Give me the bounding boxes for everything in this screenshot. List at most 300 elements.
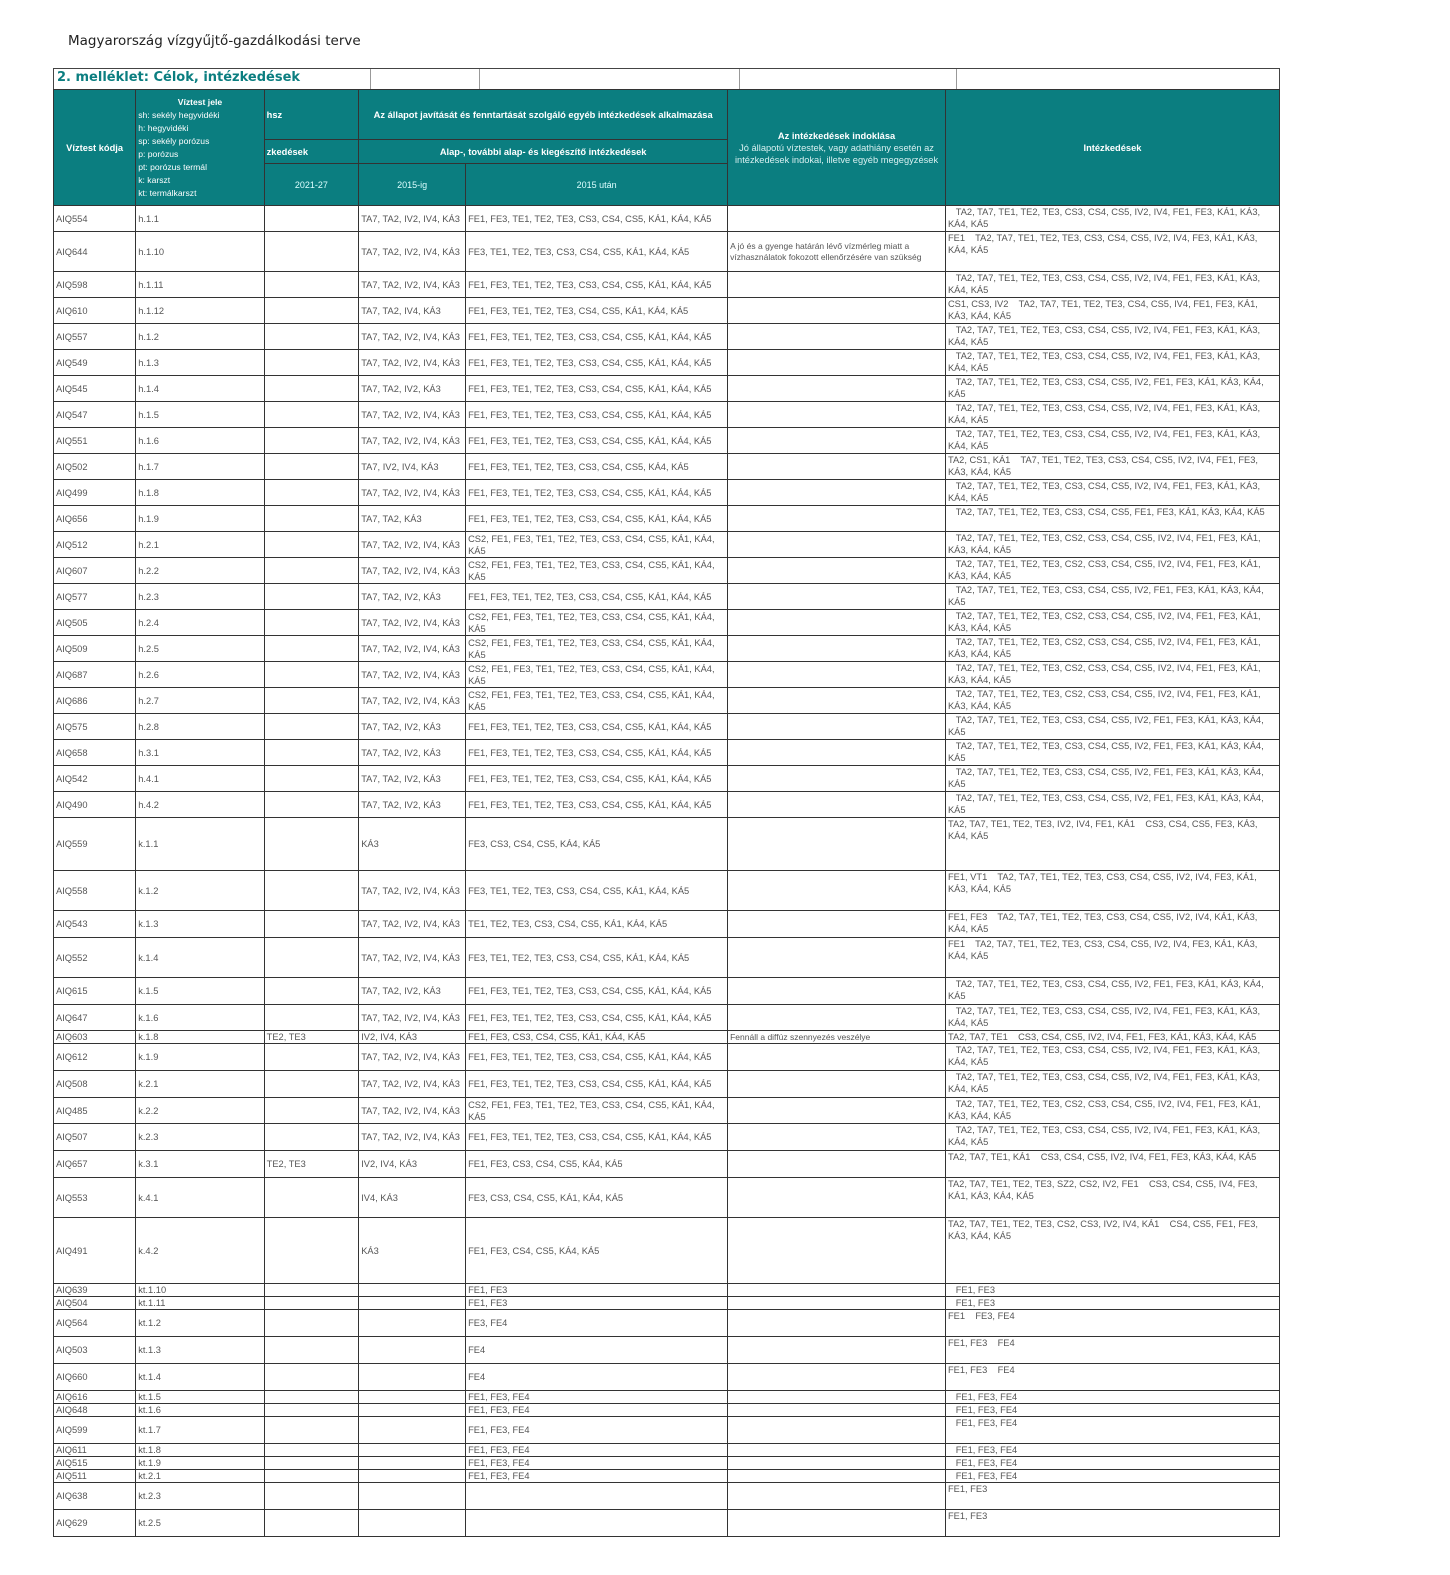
- cell-sign: h.2.6: [136, 662, 264, 688]
- cell-code: AIQ515: [54, 1457, 136, 1470]
- cell-reason: [728, 911, 946, 938]
- table-row: [54, 402, 1280, 428]
- cell-sign: h.1.10: [136, 232, 264, 272]
- cell-2021: [264, 584, 359, 610]
- table-row: [54, 206, 1280, 232]
- cell-2015-after: FE1, FE3, TE1, TE2, TE3, CS3, CS4, CS5, KÁ1, KÁ4, KÁ5: [466, 428, 728, 454]
- cell-measures: TA2, TA7, TE1, TE2, TE3, CS2, CS3, CS4, CS5, IV2, IV4, FE1, FE3, KÁ1, KÁ3, KÁ4, KÁ5: [945, 662, 1279, 688]
- cell-measures: FE1, FE3, FE4: [945, 1404, 1279, 1417]
- cell-2015-before: [359, 1470, 466, 1483]
- legend-line: h: hegyvidéki: [138, 122, 189, 133]
- cell-sign: k.1.2: [136, 871, 264, 911]
- cell-code: AIQ644: [54, 232, 136, 272]
- cell-code: AIQ687: [54, 662, 136, 688]
- cell-sign: h.1.3: [136, 350, 264, 376]
- header-reason-title: Az intézkedések indoklása: [777, 130, 896, 141]
- cell-code: AIQ552: [54, 938, 136, 978]
- cell-2015-before: TA7, TA2, IV2, IV4, KÁ3: [359, 206, 466, 232]
- legend-line: kt: termálkarszt: [138, 187, 197, 198]
- measures-table: [53, 89, 1280, 1537]
- cell-sign: h.4.2: [136, 792, 264, 818]
- cell-reason: [728, 402, 946, 428]
- cell-2015-before: TA7, IV2, IV4, KÁ3: [359, 454, 466, 480]
- cell-2015-after: FE1, FE3, TE1, TE2, TE3, CS3, CS4, CS5, KÁ1, KÁ4, KÁ5: [466, 402, 728, 428]
- cell-2021: [264, 792, 359, 818]
- cell-2015-after: CS2, FE1, FE3, TE1, TE2, TE3, CS3, CS4, CS5, KÁ1, KÁ4, KÁ5: [466, 558, 728, 584]
- cell-code: AIQ545: [54, 376, 136, 402]
- cell-code: AIQ610: [54, 298, 136, 324]
- cell-reason: [728, 766, 946, 792]
- cell-2021: [264, 911, 359, 938]
- table-row: [54, 1297, 1280, 1310]
- annex-blank-cell: [957, 69, 1279, 89]
- cell-2021: [264, 1337, 359, 1364]
- cell-reason: [728, 1391, 946, 1404]
- cell-2021: [264, 1417, 359, 1444]
- header-basic-measures: Alap-, további alap- és kiegészítő intézkedések: [359, 140, 728, 164]
- cell-2021: [264, 818, 359, 871]
- cell-2015-before: [359, 1337, 466, 1364]
- cell-reason: [728, 1510, 946, 1537]
- cell-2015-after: FE1, FE3, FE4: [466, 1391, 728, 1404]
- cell-2015-after: FE1, FE3, TE1, TE2, TE3, CS3, CS4, CS5, KÁ1, KÁ4, KÁ5: [466, 1124, 728, 1151]
- cell-measures: FE1 TA2, TA7, TE1, TE2, TE3, CS3, CS4, CS5, IV2, IV4, FE3, KÁ1, KÁ3, KÁ4, KÁ5: [945, 938, 1279, 978]
- table-row: [54, 938, 1280, 978]
- cell-sign: h.2.1: [136, 532, 264, 558]
- cell-sign: kt.1.10: [136, 1284, 264, 1297]
- cell-2015-before: [359, 1310, 466, 1337]
- cell-2015-after: FE1, FE3, TE1, TE2, TE3, CS3, CS4, CS5, KÁ1, KÁ4, KÁ5: [466, 324, 728, 350]
- cell-reason: [728, 1005, 946, 1031]
- cell-2015-before: TA7, TA2, IV2, IV4, KÁ3: [359, 350, 466, 376]
- cell-measures: TA2, TA7, TE1, TE2, TE3, CS3, CS4, CS5, IV2, IV4, FE1, FE3, KÁ1, KÁ3, KÁ4, KÁ5: [945, 350, 1279, 376]
- table-row: [54, 688, 1280, 714]
- cell-2015-before: [359, 1483, 466, 1510]
- cell-2015-after: CS2, FE1, FE3, TE1, TE2, TE3, CS3, CS4, CS5, KÁ1, KÁ4, KÁ5: [466, 636, 728, 662]
- cell-measures: FE1, FE3: [945, 1284, 1279, 1297]
- table-row: [54, 1444, 1280, 1457]
- cell-reason: [728, 272, 946, 298]
- cell-2015-after: FE1, FE3, TE1, TE2, TE3, CS3, CS4, CS5, KÁ1, KÁ4, KÁ5: [466, 766, 728, 792]
- cell-sign: k.1.9: [136, 1044, 264, 1071]
- table-row: [54, 584, 1280, 610]
- cell-2015-after: FE3, CS3, CS4, CS5, KÁ4, KÁ5: [466, 818, 728, 871]
- cell-code: AIQ607: [54, 558, 136, 584]
- cell-2015-before: TA7, TA2, IV2, IV4, KÁ3: [359, 688, 466, 714]
- cell-2015-after: FE1, FE3, CS3, CS4, CS5, KÁ1, KÁ4, KÁ5: [466, 1031, 728, 1044]
- cell-2015-before: TA7, TA2, IV2, IV4, KÁ3: [359, 428, 466, 454]
- cell-2021: [264, 1444, 359, 1457]
- cell-reason: [728, 978, 946, 1005]
- legend-line: p: porózus: [138, 148, 179, 159]
- cell-sign: h.1.1: [136, 206, 264, 232]
- cell-2015-after: FE1, FE3, TE1, TE2, TE3, CS3, CS4, CS5, KÁ1, KÁ4, KÁ5: [466, 978, 728, 1005]
- cell-measures: FE1, FE3, FE4: [945, 1417, 1279, 1444]
- cell-measures: TA2, TA7, TE1, TE2, TE3, CS3, CS4, CS5, IV2, FE1, FE3, KÁ1, KÁ3, KÁ4, KÁ5: [945, 978, 1279, 1005]
- table-body: [54, 206, 1280, 1537]
- cell-code: AIQ491: [54, 1218, 136, 1284]
- cell-code: AIQ509: [54, 636, 136, 662]
- table-row: [54, 272, 1280, 298]
- table-row: [54, 1044, 1280, 1071]
- cell-sign: k.3.1: [136, 1151, 264, 1178]
- cell-code: AIQ499: [54, 480, 136, 506]
- cell-sign: k.2.3: [136, 1124, 264, 1151]
- table-row: [54, 871, 1280, 911]
- cell-sign: h.1.12: [136, 298, 264, 324]
- table-row: [54, 1391, 1280, 1404]
- cell-2021: [264, 1457, 359, 1470]
- cell-measures: TA2, TA7, TE1, TE2, TE3, CS2, CS3, CS4, CS5, IV2, IV4, FE1, FE3, KÁ1, KÁ3, KÁ4, KÁ5: [945, 558, 1279, 584]
- table-row: [54, 1218, 1280, 1284]
- cell-reason: [728, 1098, 946, 1124]
- cell-reason: [728, 558, 946, 584]
- cell-reason: [728, 740, 946, 766]
- header-hsz: hsz: [264, 90, 359, 140]
- cell-2015-before: TA7, TA2, IV2, KÁ3: [359, 978, 466, 1005]
- header-code: Víztest kódja: [54, 90, 136, 206]
- cell-reason: [728, 1483, 946, 1510]
- cell-2015-after: FE1, FE3: [466, 1284, 728, 1297]
- annex-blank-cell: [480, 69, 740, 89]
- header-intezkedesek-fragment: zkedések: [264, 140, 359, 164]
- cell-code: AIQ564: [54, 1310, 136, 1337]
- table-row: [54, 506, 1280, 532]
- cell-2015-after: FE1, FE3: [466, 1297, 728, 1310]
- cell-2015-before: IV2, IV4, KÁ3: [359, 1151, 466, 1178]
- table-row: [54, 376, 1280, 402]
- table-row: [54, 454, 1280, 480]
- table-row: [54, 766, 1280, 792]
- annex-title: 2. melléklet: Célok, intézkedések: [54, 69, 371, 89]
- cell-2015-after: CS2, FE1, FE3, TE1, TE2, TE3, CS3, CS4, CS5, KÁ1, KÁ4, KÁ5: [466, 610, 728, 636]
- cell-reason: [728, 1297, 946, 1310]
- cell-2015-after: FE1, FE3, TE1, TE2, TE3, CS3, CS4, CS5, KÁ1, KÁ4, KÁ5: [466, 740, 728, 766]
- table-row: [54, 978, 1280, 1005]
- cell-2015-after: [466, 1483, 728, 1510]
- cell-2015-before: TA7, TA2, IV2, IV4, KÁ3: [359, 610, 466, 636]
- cell-2021: [264, 402, 359, 428]
- table-row: [54, 610, 1280, 636]
- cell-code: AIQ542: [54, 766, 136, 792]
- cell-measures: TA2, TA7, TE1, KÁ1 CS3, CS4, CS5, IV2, IV4, FE1, FE3, KÁ3, KÁ4, KÁ5: [945, 1151, 1279, 1178]
- cell-2021: [264, 480, 359, 506]
- cell-measures: FE1, VT1 TA2, TA7, TE1, TE2, TE3, CS3, CS4, CS5, IV2, IV4, FE3, KÁ1, KÁ3, KÁ4, KÁ5: [945, 871, 1279, 911]
- cell-2021: [264, 532, 359, 558]
- cell-reason: [728, 1178, 946, 1218]
- cell-measures: TA2, TA7, TE1, TE2, TE3, CS3, CS4, CS5, IV2, IV4, FE1, FE3, KÁ1, KÁ3, KÁ4, KÁ5: [945, 272, 1279, 298]
- cell-code: AIQ490: [54, 792, 136, 818]
- cell-measures: TA2, TA7, TE1, TE2, TE3, CS2, CS3, CS4, CS5, IV2, IV4, FE1, FE3, KÁ1, KÁ3, KÁ4, KÁ5: [945, 610, 1279, 636]
- cell-code: AIQ507: [54, 1124, 136, 1151]
- cell-reason: [728, 506, 946, 532]
- cell-2015-before: TA7, TA2, IV2, KÁ3: [359, 584, 466, 610]
- cell-sign: kt.1.3: [136, 1337, 264, 1364]
- cell-code: AIQ612: [54, 1044, 136, 1071]
- cell-reason: [728, 1364, 946, 1391]
- cell-reason: [728, 1337, 946, 1364]
- header-2015-before: 2015-ig: [359, 164, 466, 206]
- cell-reason: [728, 610, 946, 636]
- cell-sign: h.1.7: [136, 454, 264, 480]
- cell-2015-before: TA7, TA2, IV2, IV4, KÁ3: [359, 871, 466, 911]
- header-measures: Intézkedések: [945, 90, 1279, 206]
- cell-code: AIQ629: [54, 1510, 136, 1537]
- cell-2015-before: TA7, TA2, IV2, IV4, KÁ3: [359, 1005, 466, 1031]
- cell-sign: h.1.9: [136, 506, 264, 532]
- cell-sign: k.4.1: [136, 1178, 264, 1218]
- cell-sign: k.2.2: [136, 1098, 264, 1124]
- cell-measures: TA2, TA7, TE1, TE2, TE3, CS3, CS4, CS5, IV2, FE1, FE3, KÁ1, KÁ3, KÁ4, KÁ5: [945, 376, 1279, 402]
- cell-reason: [728, 1470, 946, 1483]
- cell-2015-after: FE1, FE3, TE1, TE2, TE3, CS3, CS4, CS5, KÁ1, KÁ4, KÁ5: [466, 584, 728, 610]
- cell-code: AIQ575: [54, 714, 136, 740]
- cell-2015-before: TA7, TA2, IV2, KÁ3: [359, 714, 466, 740]
- cell-2015-after: CS2, FE1, FE3, TE1, TE2, TE3, CS3, CS4, CS5, KÁ1, KÁ4, KÁ5: [466, 662, 728, 688]
- cell-code: AIQ554: [54, 206, 136, 232]
- cell-2015-before: [359, 1457, 466, 1470]
- cell-reason: [728, 428, 946, 454]
- cell-reason: [728, 636, 946, 662]
- cell-measures: TA2, TA7, TE1, TE2, TE3, CS3, CS4, CS5, IV2, IV4, FE1, FE3, KÁ1, KÁ3, KÁ4, KÁ5: [945, 206, 1279, 232]
- cell-sign: kt.2.5: [136, 1510, 264, 1537]
- cell-2015-before: TA7, TA2, IV2, IV4, KÁ3: [359, 480, 466, 506]
- cell-2015-after: [466, 1510, 728, 1537]
- cell-2015-before: TA7, TA2, IV2, IV4, KÁ3: [359, 1044, 466, 1071]
- cell-code: AIQ485: [54, 1098, 136, 1124]
- table-row: [54, 740, 1280, 766]
- cell-2021: [264, 1218, 359, 1284]
- cell-sign: h.2.7: [136, 688, 264, 714]
- cell-2021: [264, 1178, 359, 1218]
- cell-code: AIQ598: [54, 272, 136, 298]
- cell-measures: TA2, TA7, TE1, TE2, TE3, CS3, CS4, CS5, IV2, IV4, FE1, FE3, KÁ1, KÁ3, KÁ4, KÁ5: [945, 402, 1279, 428]
- table-row: [54, 792, 1280, 818]
- cell-2015-after: TE1, TE2, TE3, CS3, CS4, CS5, KÁ1, KÁ4, KÁ5: [466, 911, 728, 938]
- cell-reason: [728, 584, 946, 610]
- cell-sign: h.1.2: [136, 324, 264, 350]
- cell-2015-before: [359, 1444, 466, 1457]
- cell-reason: [728, 350, 946, 376]
- cell-sign: kt.2.1: [136, 1470, 264, 1483]
- cell-measures: TA2, TA7, TE1, TE2, TE3, CS2, CS3, CS4, CS5, IV2, IV4, FE1, FE3, KÁ1, KÁ3, KÁ4, KÁ5: [945, 532, 1279, 558]
- cell-code: AIQ599: [54, 1417, 136, 1444]
- cell-code: AIQ504: [54, 1297, 136, 1310]
- cell-code: AIQ616: [54, 1391, 136, 1404]
- cell-measures: FE1, FE3, FE4: [945, 1444, 1279, 1457]
- cell-measures: TA2, TA7, TE1, TE2, TE3, CS3, CS4, CS5, IV2, IV4, FE1, FE3, KÁ1, KÁ3, KÁ4, KÁ5: [945, 1044, 1279, 1071]
- cell-2015-after: CS2, FE1, FE3, TE1, TE2, TE3, CS3, CS4, CS5, KÁ1, KÁ4, KÁ5: [466, 688, 728, 714]
- cell-2015-after: FE1, FE3, CS3, CS4, CS5, KÁ4, KÁ5: [466, 1151, 728, 1178]
- cell-measures: TA2, TA7, TE1, TE2, TE3, CS3, CS4, CS5, IV2, IV4, FE1, FE3, KÁ1, KÁ3, KÁ4, KÁ5: [945, 428, 1279, 454]
- cell-code: AIQ557: [54, 324, 136, 350]
- cell-code: AIQ547: [54, 402, 136, 428]
- cell-reason: [728, 871, 946, 911]
- document-title: Magyarország vízgyűjtő-gazdálkodási terve: [68, 33, 361, 49]
- table-row: [54, 636, 1280, 662]
- cell-2021: [264, 1404, 359, 1417]
- table-row: [54, 532, 1280, 558]
- cell-code: AIQ657: [54, 1151, 136, 1178]
- cell-code: AIQ611: [54, 1444, 136, 1457]
- cell-sign: h.3.1: [136, 740, 264, 766]
- cell-reason: [728, 1284, 946, 1297]
- table-row: [54, 1284, 1280, 1297]
- cell-2015-after: CS2, FE1, FE3, TE1, TE2, TE3, CS3, CS4, CS5, KÁ1, KÁ4, KÁ5: [466, 1098, 728, 1124]
- cell-sign: k.1.6: [136, 1005, 264, 1031]
- table-row: [54, 818, 1280, 871]
- annex-title-row: [53, 68, 1280, 89]
- cell-2021: [264, 662, 359, 688]
- cell-2021: [264, 871, 359, 911]
- legend-line: sp: sekély porózus: [138, 135, 210, 146]
- cell-measures: TA2, TA7, TE1, TE2, TE3, CS2, CS3, IV2, IV4, KÁ1 CS4, CS5, FE1, FE3, KÁ3, KÁ4, KÁ5: [945, 1218, 1279, 1284]
- cell-measures: TA2, TA7, TE1, TE2, TE3, IV2, IV4, FE1, KÁ1 CS3, CS4, CS5, FE3, KÁ3, KÁ4, KÁ5: [945, 818, 1279, 871]
- cell-sign: h.1.4: [136, 376, 264, 402]
- table-row: [54, 1031, 1280, 1044]
- cell-2015-after: FE1, FE3, TE1, TE2, TE3, CS3, CS4, CS5, KÁ1, KÁ4, KÁ5: [466, 206, 728, 232]
- table-row: [54, 480, 1280, 506]
- table-row: [54, 324, 1280, 350]
- cell-sign: kt.1.2: [136, 1310, 264, 1337]
- cell-measures: FE1, FE3 FE4: [945, 1364, 1279, 1391]
- table-row: [54, 1124, 1280, 1151]
- cell-2015-before: TA7, TA2, IV4, KÁ3: [359, 298, 466, 324]
- cell-sign: kt.1.9: [136, 1457, 264, 1470]
- cell-reason: [728, 298, 946, 324]
- cell-2021: [264, 1284, 359, 1297]
- cell-2015-before: [359, 1297, 466, 1310]
- cell-measures: TA2, TA7, TE1, TE2, TE3, CS2, CS3, CS4, CS5, IV2, IV4, FE1, FE3, KÁ1, KÁ3, KÁ4, KÁ5: [945, 688, 1279, 714]
- cell-reason: Fennáll a diffúz szennyezés veszélye: [728, 1031, 946, 1044]
- cell-code: AIQ660: [54, 1364, 136, 1391]
- cell-2015-after: FE3, TE1, TE2, TE3, CS3, CS4, CS5, KÁ1, KÁ4, KÁ5: [466, 232, 728, 272]
- table-header: [54, 90, 1280, 206]
- table-row: [54, 298, 1280, 324]
- cell-measures: FE1, FE3, FE4: [945, 1457, 1279, 1470]
- table-row: [54, 350, 1280, 376]
- cell-code: AIQ512: [54, 532, 136, 558]
- cell-reason: [728, 1417, 946, 1444]
- cell-reason: [728, 480, 946, 506]
- cell-reason: [728, 714, 946, 740]
- cell-2015-after: FE1, FE3, TE1, TE2, TE3, CS3, CS4, CS5, KÁ1, KÁ4, KÁ5: [466, 714, 728, 740]
- cell-code: AIQ656: [54, 506, 136, 532]
- cell-2015-before: TA7, TA2, IV2, IV4, KÁ3: [359, 1098, 466, 1124]
- header-reason: [728, 90, 946, 206]
- cell-reason: [728, 1071, 946, 1098]
- cell-2015-before: TA7, TA2, IV2, IV4, KÁ3: [359, 272, 466, 298]
- cell-measures: FE1, FE3 TA2, TA7, TE1, TE2, TE3, CS3, CS4, CS5, IV2, IV4, KÁ1, KÁ3, KÁ4, KÁ5: [945, 911, 1279, 938]
- cell-2015-after: FE1, FE3, FE4: [466, 1444, 728, 1457]
- cell-2015-after: FE3, TE1, TE2, TE3, CS3, CS4, CS5, KÁ1, KÁ4, KÁ5: [466, 871, 728, 911]
- cell-2015-before: TA7, TA2, KÁ3: [359, 506, 466, 532]
- cell-2015-after: FE1, FE3, TE1, TE2, TE3, CS3, CS4, CS5, KÁ1, KÁ4, KÁ5: [466, 792, 728, 818]
- cell-code: AIQ503: [54, 1337, 136, 1364]
- cell-2015-before: [359, 1417, 466, 1444]
- cell-reason: A jó és a gyenge határán lévő vízmérleg miatt a vízhasználatok fokozott ellenőrzésére van szükség: [728, 232, 946, 272]
- table-row: [54, 558, 1280, 584]
- cell-sign: kt.1.4: [136, 1364, 264, 1391]
- cell-2015-before: TA7, TA2, IV2, IV4, KÁ3: [359, 1071, 466, 1098]
- cell-code: AIQ639: [54, 1284, 136, 1297]
- cell-2015-before: [359, 1364, 466, 1391]
- cell-2015-before: TA7, TA2, IV2, IV4, KÁ3: [359, 938, 466, 978]
- cell-2021: [264, 1470, 359, 1483]
- cell-2015-before: TA7, TA2, IV2, IV4, KÁ3: [359, 1124, 466, 1151]
- cell-measures: TA2, TA7, TE1, TE2, TE3, CS3, CS4, CS5, IV2, IV4, FE1, FE3, KÁ1, KÁ3, KÁ4, KÁ5: [945, 1124, 1279, 1151]
- cell-2021: TE2, TE3: [264, 1151, 359, 1178]
- cell-2021: [264, 1364, 359, 1391]
- cell-measures: FE1, FE3, FE4: [945, 1391, 1279, 1404]
- cell-2021: [264, 1310, 359, 1337]
- cell-code: AIQ577: [54, 584, 136, 610]
- cell-2015-after: FE1, FE3, TE1, TE2, TE3, CS3, CS4, CS5, KÁ1, KÁ4, KÁ5: [466, 376, 728, 402]
- cell-2021: [264, 298, 359, 324]
- cell-2015-after: FE1, FE3, TE1, TE2, TE3, CS3, CS4, CS5, KÁ1, KÁ4, KÁ5: [466, 272, 728, 298]
- cell-2015-after: FE1, FE3, TE1, TE2, TE3, CS4, CS5, KÁ1, KÁ4, KÁ5: [466, 298, 728, 324]
- cell-reason: [728, 1444, 946, 1457]
- cell-2021: [264, 324, 359, 350]
- cell-code: AIQ551: [54, 428, 136, 454]
- cell-measures: FE1, FE3 FE4: [945, 1337, 1279, 1364]
- cell-code: AIQ559: [54, 818, 136, 871]
- header-2015-after: 2015 után: [466, 164, 728, 206]
- cell-sign: kt.1.5: [136, 1391, 264, 1404]
- cell-measures: TA2, TA7, TE1, TE2, TE3, CS3, CS4, CS5, IV2, IV4, FE1, FE3, KÁ1, KÁ3, KÁ4, KÁ5: [945, 480, 1279, 506]
- cell-sign: h.2.5: [136, 636, 264, 662]
- cell-sign: kt.1.11: [136, 1297, 264, 1310]
- cell-measures: FE1, FE3: [945, 1297, 1279, 1310]
- cell-2015-before: [359, 1404, 466, 1417]
- cell-2021: [264, 428, 359, 454]
- cell-2015-after: FE1, FE3, TE1, TE2, TE3, CS3, CS4, CS5, KÁ1, KÁ4, KÁ5: [466, 1005, 728, 1031]
- cell-2021: [264, 1124, 359, 1151]
- cell-2015-after: FE3, FE4: [466, 1310, 728, 1337]
- cell-2021: [264, 350, 359, 376]
- cell-2021: TE2, TE3: [264, 1031, 359, 1044]
- cell-sign: k.1.1: [136, 818, 264, 871]
- cell-reason: [728, 938, 946, 978]
- cell-2015-after: FE4: [466, 1337, 728, 1364]
- cell-sign: h.4.1: [136, 766, 264, 792]
- cell-2015-after: CS2, FE1, FE3, TE1, TE2, TE3, CS3, CS4, CS5, KÁ1, KÁ4, KÁ5: [466, 532, 728, 558]
- cell-2015-before: TA7, TA2, IV2, IV4, KÁ3: [359, 662, 466, 688]
- cell-2015-before: [359, 1391, 466, 1404]
- cell-2015-after: FE3, CS3, CS4, CS5, KÁ1, KÁ4, KÁ5: [466, 1178, 728, 1218]
- cell-reason: [728, 1044, 946, 1071]
- cell-measures: FE1 FE3, FE4: [945, 1310, 1279, 1337]
- cell-2015-after: FE1, FE3, FE4: [466, 1457, 728, 1470]
- cell-2021: [264, 1297, 359, 1310]
- table-row: [54, 1005, 1280, 1031]
- cell-2015-before: [359, 1510, 466, 1537]
- cell-measures: TA2, TA7, TE1, TE2, TE3, CS3, CS4, CS5, IV2, IV4, FE1, FE3, KÁ1, KÁ3, KÁ4, KÁ5: [945, 324, 1279, 350]
- cell-measures: TA2, TA7, TE1, TE2, TE3, SZ2, CS2, IV2, FE1 CS3, CS4, CS5, IV4, FE3, KÁ1, KÁ3, KÁ4, KÁ5: [945, 1178, 1279, 1218]
- cell-2021: [264, 1510, 359, 1537]
- cell-measures: TA2, TA7, TE1, TE2, TE3, CS3, CS4, CS5, IV2, FE1, FE3, KÁ1, KÁ3, KÁ4, KÁ5: [945, 740, 1279, 766]
- cell-2015-before: TA7, TA2, IV2, IV4, KÁ3: [359, 232, 466, 272]
- cell-measures: TA2, TA7, TE1, TE2, TE3, CS3, CS4, CS5, IV2, FE1, FE3, KÁ1, KÁ3, KÁ4, KÁ5: [945, 584, 1279, 610]
- annex-table-wrapper: [53, 68, 1280, 1537]
- cell-reason: [728, 662, 946, 688]
- cell-2021: [264, 938, 359, 978]
- cell-2015-before: TA7, TA2, IV2, KÁ3: [359, 766, 466, 792]
- table-row: [54, 1098, 1280, 1124]
- table-row: [54, 911, 1280, 938]
- cell-2015-after: FE1, FE3, TE1, TE2, TE3, CS3, CS4, CS5, KÁ1, KÁ4, KÁ5: [466, 1044, 728, 1071]
- header-reason-sub: Jó állapotú víztestek, vagy adathiány esetén az intézkedések indokai, illetve egyéb megegyzések: [734, 142, 939, 165]
